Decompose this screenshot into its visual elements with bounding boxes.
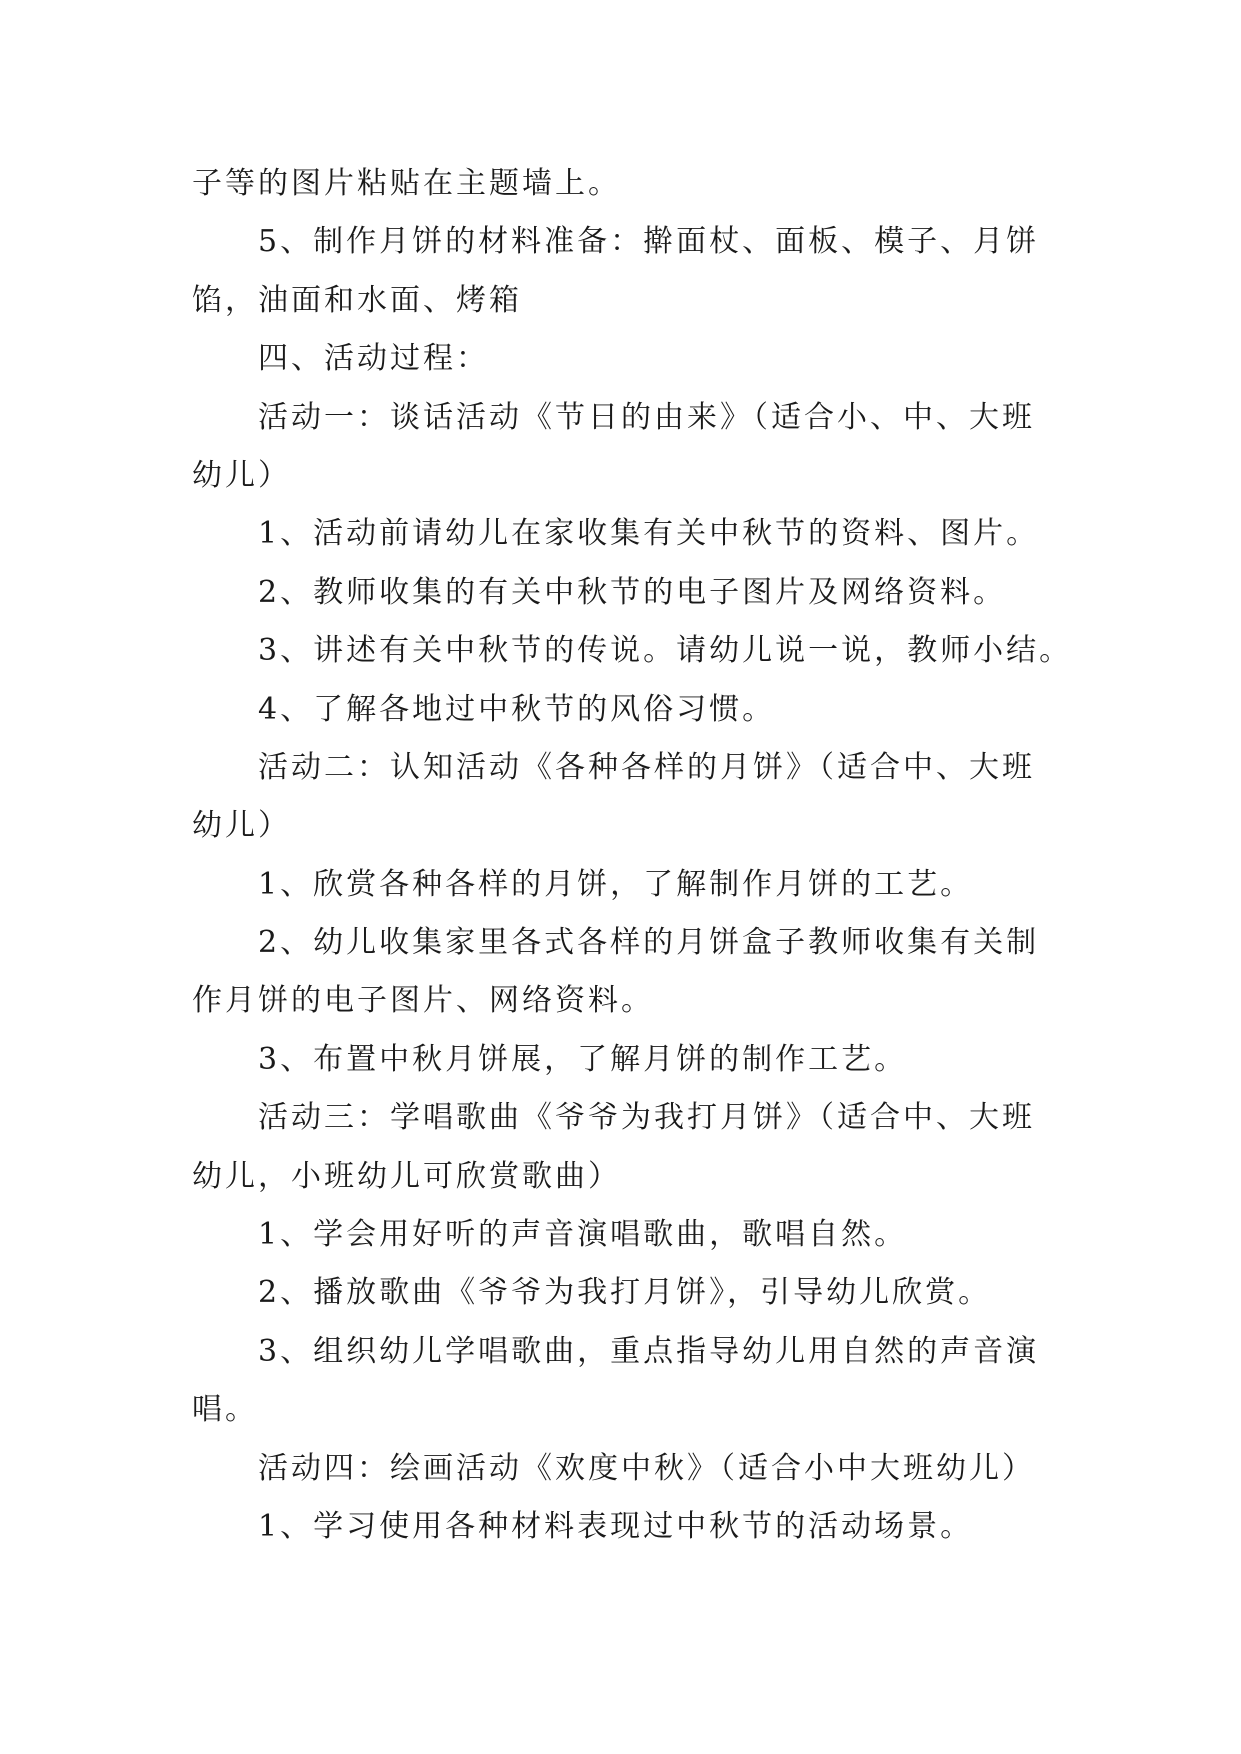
activity-3-item-2 xyxy=(192,1264,1121,1322)
activity-1-heading xyxy=(192,389,1121,506)
paragraph-materials-5 xyxy=(192,213,1121,330)
text-line: 3、布置中秋月饼展，了解月饼的制作工艺。 xyxy=(258,1041,908,1077)
section-heading-activity-process xyxy=(192,330,1121,388)
text-line: 2、播放歌曲《爷爷为我打月饼》，引导幼儿欣赏。 xyxy=(258,1275,992,1311)
text-line: 2、幼儿收集家里各式各样的月饼盒子教师收集有关制 xyxy=(258,925,1040,961)
activity-2-item-1 xyxy=(192,856,1121,914)
text-line: 3、讲述有关中秋节的传说。请幼儿说一说，教师小结。 xyxy=(258,633,1073,669)
activity-2-item-2 xyxy=(192,914,1121,1031)
text-line: 作月饼的电子图片、网络资料。 xyxy=(192,983,654,1019)
text-line: 幼儿，小班幼儿可欣赏歌曲） xyxy=(192,1158,621,1194)
paragraph-continued xyxy=(192,155,1121,213)
activity-2-item-3 xyxy=(192,1031,1121,1089)
activity-3-heading xyxy=(192,1089,1121,1206)
text-line: 5、制作月饼的材料准备：擀面杖、面板、模子、月饼 xyxy=(258,224,1040,260)
text-line: 馅，油面和水面、烤箱 xyxy=(192,282,522,318)
activity-4-heading xyxy=(192,1440,1121,1498)
activity-1-item-3 xyxy=(192,622,1121,680)
text-line: 活动二：认知活动《各种各样的月饼》（适合中、大班 xyxy=(258,749,1035,785)
text-line: 幼儿） xyxy=(192,457,291,493)
text-line: 活动四：绘画活动《欢度中秋》（适合小中大班幼儿） xyxy=(258,1450,1035,1486)
text-line: 幼儿） xyxy=(192,808,291,844)
text-line: 四、活动过程： xyxy=(258,341,489,377)
text-line: 1、学习使用各种材料表现过中秋节的活动场景。 xyxy=(258,1508,974,1544)
text-line: 子等的图片粘贴在主题墙上。 xyxy=(192,166,621,201)
activity-1-item-2 xyxy=(192,564,1121,622)
text-line: 4、了解各地过中秋节的风俗习惯。 xyxy=(258,691,776,727)
activity-3-item-1 xyxy=(192,1206,1121,1264)
activity-3-item-3 xyxy=(192,1323,1121,1440)
activity-4-item-1 xyxy=(192,1498,1121,1556)
text-line: 1、活动前请幼儿在家收集有关中秋节的资料、图片。 xyxy=(258,516,1040,552)
activity-1-item-4 xyxy=(192,681,1121,739)
text-line: 活动三：学唱歌曲《爷爷为我打月饼》（适合中、大班 xyxy=(258,1100,1035,1136)
text-line: 3、组织幼儿学唱歌曲，重点指导幼儿用自然的声音演 xyxy=(258,1333,1040,1369)
activity-1-item-1 xyxy=(192,505,1121,563)
text-line: 活动一：谈话活动《节日的由来》（适合小、中、大班 xyxy=(258,399,1035,435)
text-line: 唱。 xyxy=(192,1392,258,1428)
activity-2-heading xyxy=(192,739,1121,856)
text-line: 1、欣赏各种各样的月饼，了解制作月饼的工艺。 xyxy=(258,866,974,902)
text-line: 2、教师收集的有关中秋节的电子图片及网络资料。 xyxy=(258,574,1007,610)
text-line: 1、学会用好听的声音演唱歌曲，歌唱自然。 xyxy=(258,1217,908,1253)
